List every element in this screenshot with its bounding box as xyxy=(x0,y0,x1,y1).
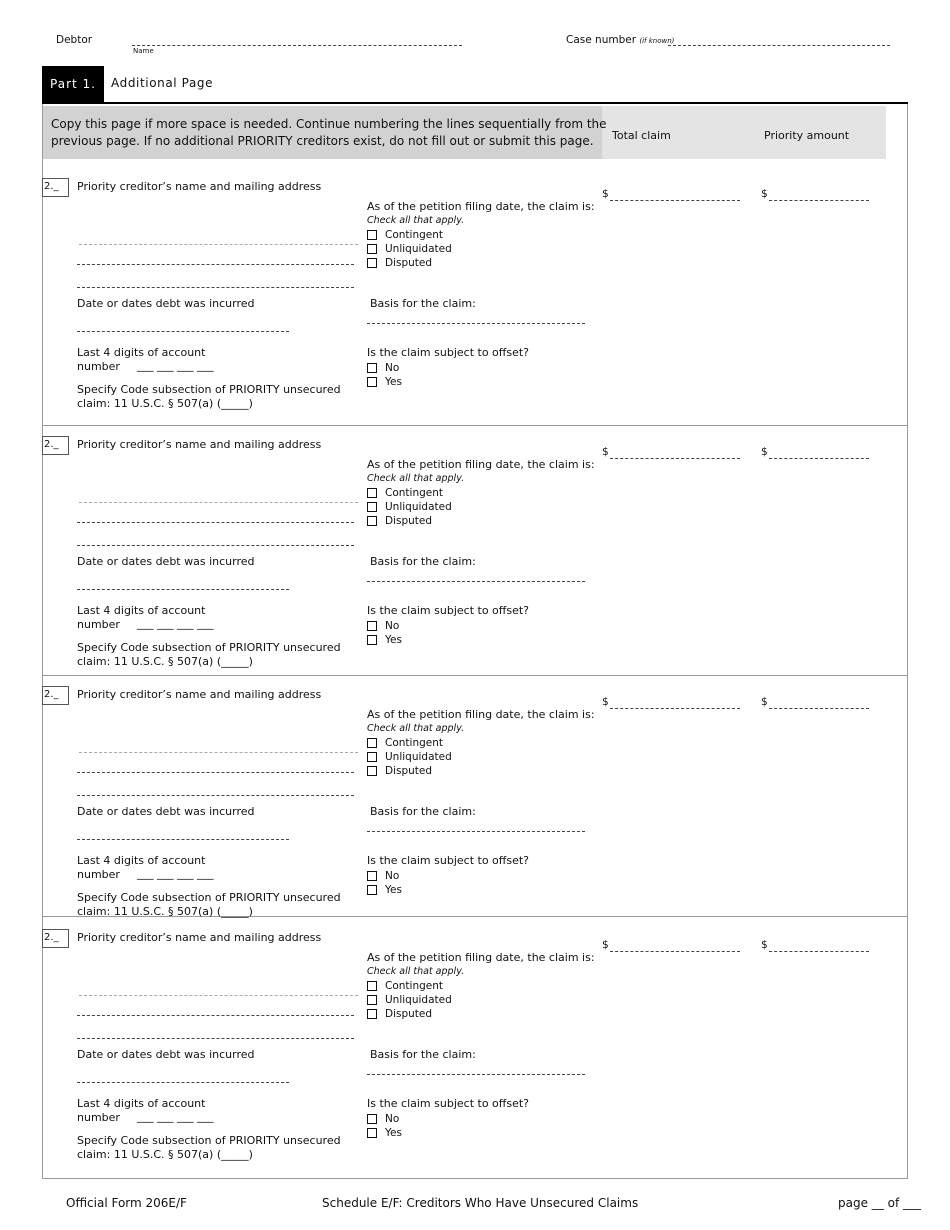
creditor-address-line-1[interactable] xyxy=(77,522,354,523)
checkbox[interactable] xyxy=(367,871,377,881)
creditor-name-field[interactable] xyxy=(79,752,358,753)
entry-number-box[interactable]: 2._ xyxy=(42,929,69,948)
option-label: Contingent xyxy=(385,737,443,749)
check-all-note: Check all that apply. xyxy=(367,215,465,226)
offset-option[interactable] xyxy=(367,361,399,375)
claim-status-option[interactable] xyxy=(367,486,443,500)
option-label: Yes xyxy=(385,376,402,388)
option-label: Disputed xyxy=(385,515,433,527)
last4-label-line2: number xyxy=(77,1111,120,1124)
debtor-name-sublabel: Name xyxy=(133,47,154,55)
footer-page-number: page __ of ___ xyxy=(838,1196,921,1210)
check-all-note: Check all that apply. xyxy=(367,473,465,484)
creditor-name-field[interactable] xyxy=(79,502,358,503)
date-incurred-field[interactable] xyxy=(77,331,289,332)
offset-question: Is the claim subject to offset? xyxy=(367,346,529,359)
creditor-address-line-2[interactable] xyxy=(77,1038,354,1039)
option-label: Unliquidated xyxy=(385,751,452,763)
last4-digits-field[interactable]: ___ ___ ___ ___ xyxy=(137,867,214,880)
total-claim-currency: $ xyxy=(602,188,609,200)
creditor-address-line-1[interactable] xyxy=(77,264,354,265)
last4-label-line1: Last 4 digits of account xyxy=(77,854,206,867)
code-subsection-line1: Specify Code subsection of PRIORITY unsecured xyxy=(77,383,341,396)
date-incurred-label: Date or dates debt was incurred xyxy=(77,805,255,818)
checkbox[interactable] xyxy=(367,752,377,762)
last4-label-line2: number xyxy=(77,868,120,881)
option-label: Yes xyxy=(385,1127,402,1139)
total-claim-field[interactable] xyxy=(610,708,740,709)
option-label: No xyxy=(385,620,400,632)
offset-option[interactable] xyxy=(367,883,402,897)
code-subsection-line2[interactable]: claim: 11 U.S.C. § 507(a) (_____) xyxy=(77,655,253,668)
total-claim-currency: $ xyxy=(602,446,609,458)
last4-digits-field[interactable]: ___ ___ ___ ___ xyxy=(137,359,214,372)
debtor-name-field[interactable] xyxy=(132,45,462,46)
date-incurred-field[interactable] xyxy=(77,1082,289,1083)
footer-form-name: Official Form 206E/F xyxy=(66,1196,187,1210)
offset-question: Is the claim subject to offset? xyxy=(367,604,529,617)
claim-status-option[interactable] xyxy=(367,764,432,778)
entry-separator xyxy=(42,675,908,676)
option-label: Yes xyxy=(385,884,402,896)
creditor-name-label: Priority creditor’s name and mailing address xyxy=(77,931,322,944)
creditor-name-label: Priority creditor’s name and mailing address xyxy=(77,180,322,193)
last4-label-line2: number xyxy=(77,360,120,373)
date-incurred-label: Date or dates debt was incurred xyxy=(77,1048,255,1061)
last4-label-line1: Last 4 digits of account xyxy=(77,1097,206,1110)
check-all-note: Check all that apply. xyxy=(367,966,465,977)
petition-date-label: As of the petition filing date, the claim is: xyxy=(367,951,595,964)
total-claim-field[interactable] xyxy=(610,951,740,952)
offset-option[interactable] xyxy=(367,633,402,647)
priority-amount-field[interactable] xyxy=(769,951,869,952)
checkbox[interactable] xyxy=(367,230,377,240)
date-incurred-field[interactable] xyxy=(77,589,289,590)
option-label: Disputed xyxy=(385,1008,433,1020)
checkbox[interactable] xyxy=(367,885,377,895)
offset-option[interactable] xyxy=(367,1112,399,1126)
priority-amount-currency: $ xyxy=(761,939,768,951)
last4-label-line1: Last 4 digits of account xyxy=(77,346,206,359)
debtor-label: Debtor xyxy=(56,34,93,46)
checkbox[interactable] xyxy=(367,766,377,776)
entry-separator xyxy=(42,425,908,426)
claim-status-option[interactable] xyxy=(367,514,432,528)
entry-number-box[interactable]: 2._ xyxy=(42,436,69,455)
checkbox[interactable] xyxy=(367,995,377,1005)
part-title: Additional Page xyxy=(111,76,214,90)
checkbox[interactable] xyxy=(367,1128,377,1138)
option-label: Contingent xyxy=(385,980,443,992)
last4-label-line1: Last 4 digits of account xyxy=(77,604,206,617)
basis-label: Basis for the claim: xyxy=(370,555,476,568)
option-label: Yes xyxy=(385,634,402,646)
creditor-address-line-1[interactable] xyxy=(77,1015,354,1016)
code-subsection-line1: Specify Code subsection of PRIORITY unsecured xyxy=(77,1134,341,1147)
option-label: Unliquidated xyxy=(385,243,452,255)
creditor-address-line-2[interactable] xyxy=(77,287,354,288)
offset-option[interactable] xyxy=(367,869,399,883)
basis-label: Basis for the claim: xyxy=(370,1048,476,1061)
option-label: Disputed xyxy=(385,257,433,269)
priority-amount-field[interactable] xyxy=(769,708,869,709)
form-bottom-rule xyxy=(42,1178,908,1179)
basis-label: Basis for the claim: xyxy=(370,297,476,310)
case-number-qualifier: (if known) xyxy=(639,37,675,45)
offset-option[interactable] xyxy=(367,1126,402,1140)
code-subsection-line2[interactable]: claim: 11 U.S.C. § 507(a) (_____) xyxy=(77,397,253,410)
priority-amount-field[interactable] xyxy=(769,200,869,201)
claim-status-option[interactable] xyxy=(367,256,432,270)
entry-number-box[interactable]: 2._ xyxy=(42,178,69,197)
checkbox[interactable] xyxy=(367,1114,377,1124)
checkbox[interactable] xyxy=(367,488,377,498)
basis-field[interactable] xyxy=(367,323,585,324)
option-label: Disputed xyxy=(385,765,433,777)
claim-status-option[interactable] xyxy=(367,750,452,764)
claim-status-option[interactable] xyxy=(367,736,443,750)
total-claim-currency: $ xyxy=(602,939,609,951)
checkbox[interactable] xyxy=(367,258,377,268)
checkbox[interactable] xyxy=(367,621,377,631)
creditor-name-field[interactable] xyxy=(79,995,358,996)
part-tab: Part 1. xyxy=(42,66,104,102)
option-label: Contingent xyxy=(385,487,443,499)
date-incurred-label: Date or dates debt was incurred xyxy=(77,297,255,310)
code-subsection-line1: Specify Code subsection of PRIORITY unsecured xyxy=(77,641,341,654)
date-incurred-field[interactable] xyxy=(77,839,289,840)
creditor-address-line-2[interactable] xyxy=(77,795,354,796)
total-claim-field[interactable] xyxy=(610,458,740,459)
petition-date-label: As of the petition filing date, the claim is: xyxy=(367,708,595,721)
claim-status-option[interactable] xyxy=(367,1007,432,1021)
instruction-line-2: previous page. If no additional PRIORITY creditors exist, do not fill out or submit this page. xyxy=(51,134,594,148)
creditor-name-label: Priority creditor’s name and mailing address xyxy=(77,688,322,701)
entry-number-box[interactable]: 2._ xyxy=(42,686,69,705)
offset-question: Is the claim subject to offset? xyxy=(367,1097,529,1110)
option-label: No xyxy=(385,362,400,374)
code-subsection-line2[interactable]: claim: 11 U.S.C. § 507(a) (_____) xyxy=(77,1148,253,1161)
checkbox[interactable] xyxy=(367,244,377,254)
claim-status-option[interactable] xyxy=(367,500,452,514)
code-subsection-line2[interactable]: claim: 11 U.S.C. § 507(a) (_____) xyxy=(77,905,253,918)
claim-status-option[interactable] xyxy=(367,228,443,242)
checkbox[interactable] xyxy=(367,981,377,991)
offset-option[interactable] xyxy=(367,619,399,633)
creditor-name-label: Priority creditor’s name and mailing address xyxy=(77,438,322,451)
checkbox[interactable] xyxy=(367,1009,377,1019)
offset-question: Is the claim subject to offset? xyxy=(367,854,529,867)
basis-field[interactable] xyxy=(367,1074,585,1075)
total-claim-field[interactable] xyxy=(610,200,740,201)
priority-amount-header: Priority amount xyxy=(764,129,850,142)
claim-status-option[interactable] xyxy=(367,979,443,993)
priority-amount-currency: $ xyxy=(761,188,768,200)
total-claim-header: Total claim xyxy=(612,129,671,142)
creditor-address-line-2[interactable] xyxy=(77,545,354,546)
last4-label-line2: number xyxy=(77,618,120,631)
instruction-line-1: Copy this page if more space is needed. Continue numbering the lines sequentially from the xyxy=(51,117,607,131)
total-claim-currency: $ xyxy=(602,696,609,708)
last4-digits-field[interactable]: ___ ___ ___ ___ xyxy=(137,617,214,630)
priority-amount-field[interactable] xyxy=(769,458,869,459)
petition-date-label: As of the petition filing date, the claim is: xyxy=(367,200,595,213)
claim-status-option[interactable] xyxy=(367,993,452,1007)
priority-amount-currency: $ xyxy=(761,446,768,458)
case-number-text: Case number xyxy=(566,34,637,46)
last4-digits-field[interactable]: ___ ___ ___ ___ xyxy=(137,1110,214,1123)
checkbox[interactable] xyxy=(367,738,377,748)
offset-option[interactable] xyxy=(367,375,402,389)
petition-date-label: As of the petition filing date, the claim is: xyxy=(367,458,595,471)
date-incurred-label: Date or dates debt was incurred xyxy=(77,555,255,568)
option-label: No xyxy=(385,870,400,882)
option-label: Contingent xyxy=(385,229,443,241)
check-all-note: Check all that apply. xyxy=(367,723,465,734)
claim-status-option[interactable] xyxy=(367,242,452,256)
option-label: No xyxy=(385,1113,400,1125)
checkbox[interactable] xyxy=(367,363,377,373)
creditor-address-line-1[interactable] xyxy=(77,772,354,773)
creditor-name-field[interactable] xyxy=(79,244,358,245)
checkbox[interactable] xyxy=(367,516,377,526)
checkbox[interactable] xyxy=(367,377,377,387)
footer-schedule-title: Schedule E/F: Creditors Who Have Unsecured Claims xyxy=(322,1196,639,1210)
option-label: Unliquidated xyxy=(385,501,452,513)
option-label: Unliquidated xyxy=(385,994,452,1006)
basis-field[interactable] xyxy=(367,581,585,582)
checkbox[interactable] xyxy=(367,502,377,512)
basis-field[interactable] xyxy=(367,831,585,832)
checkbox[interactable] xyxy=(367,635,377,645)
basis-label: Basis for the claim: xyxy=(370,805,476,818)
priority-amount-currency: $ xyxy=(761,696,768,708)
case-number-label xyxy=(566,34,674,46)
code-subsection-line1: Specify Code subsection of PRIORITY unsecured xyxy=(77,891,341,904)
case-number-field[interactable] xyxy=(668,45,890,46)
